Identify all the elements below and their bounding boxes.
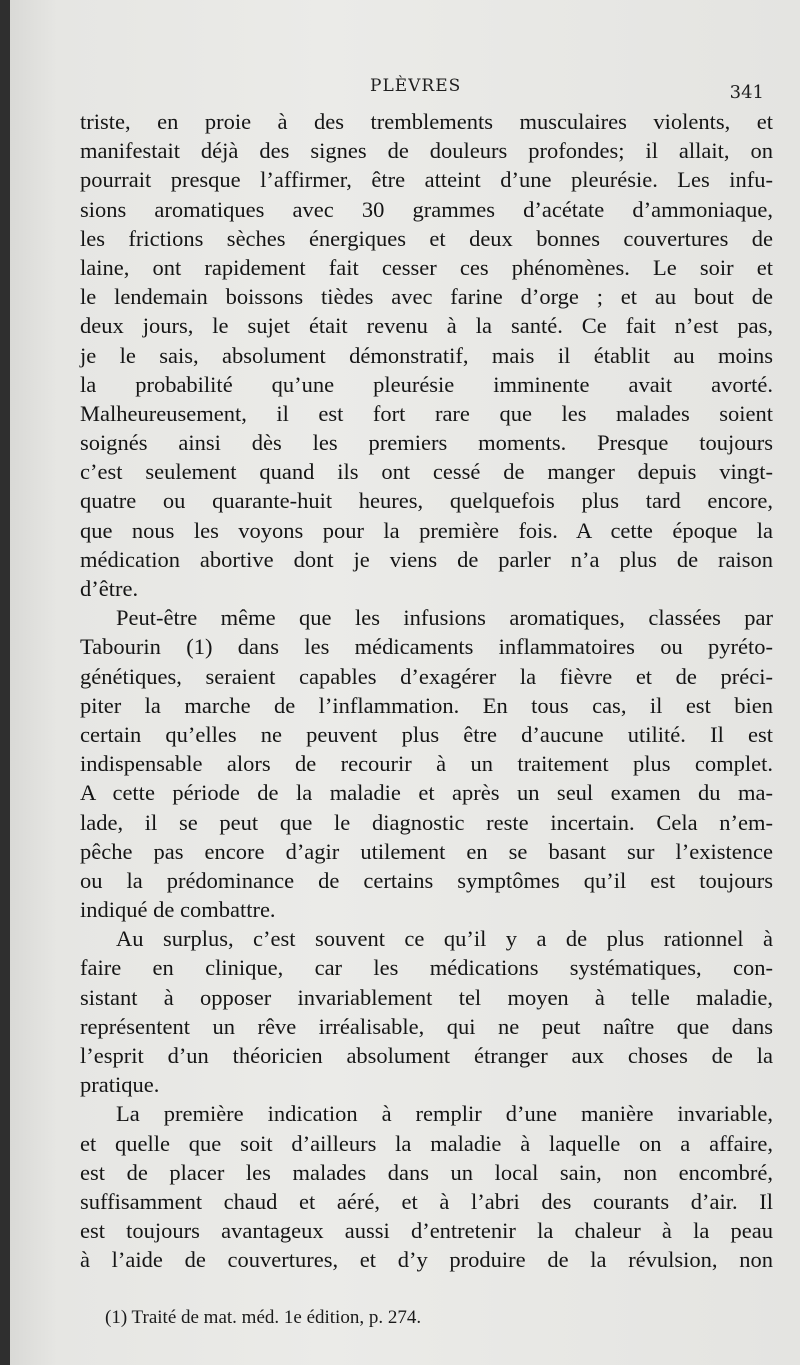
text-line: pêche pas encore d’agir utilement en se basant sur l’existence xyxy=(80,838,773,864)
text-line: et quelle que soit d’ailleurs la maladie à laquelle on a affaire, xyxy=(80,1130,773,1156)
text-line: triste, en proie à des tremblements musculaires violents, et xyxy=(80,109,773,134)
text-line: c’est seulement quand ils ont cessé de manger depuis vingt- xyxy=(80,459,773,485)
text-line: A cette période de la maladie et après un seul examen du ma- xyxy=(80,780,773,806)
text-line: médication abortive dont je viens de parler n’a plus de raison xyxy=(80,546,773,572)
text-line: deux jours, le sujet était revenu à la santé. Ce fait n’est pas, xyxy=(80,313,773,339)
text-line: manifestait déjà des signes de douleurs profondes; il allait, on xyxy=(80,138,773,164)
text-line: lade, il se peut que le diagnostic reste incertain. Cela n’em- xyxy=(80,809,773,835)
text-line: pourrait presque l’affirmer, être atteint d’une pleurésie. Les infu- xyxy=(80,167,773,193)
text-line: est de placer les malades dans un local sain, non encombré, xyxy=(80,1159,773,1185)
text-line: quatre ou quarante-huit heures, quelquefois plus tard encore, xyxy=(80,488,773,514)
text-line: Tabourin (1) dans les médicaments inflammatoires ou pyréto- xyxy=(80,634,773,660)
running-title: PLÈVRES xyxy=(370,76,462,96)
text-line: faire en clinique, car les médications systématiques, con- xyxy=(80,955,773,981)
footnote: (1) Traité de mat. méd. 1e édition, p. 274. xyxy=(105,1307,422,1328)
text-line: certain qu’elles ne peuvent plus être d’aucune utilité. Il est xyxy=(80,721,773,747)
text-line: le lendemain boissons tièdes avec farine d’orge ; et au bout de xyxy=(80,284,773,310)
text-line: suffisamment chaud et aéré, et à l’abri des courants d’air. Il xyxy=(80,1188,773,1214)
text-line: à l’aide de couvertures, et d’y produire de la révulsion, non xyxy=(80,1247,773,1273)
page-number: 341 xyxy=(729,82,764,103)
text-line: Malheureusement, il est fort rare que les malades soient xyxy=(80,400,773,426)
text-line: d’être. xyxy=(80,576,139,601)
text-line: sistant à opposer invariablement tel moyen à telle maladie, xyxy=(80,984,773,1010)
text-line: Peut-être même que les infusions aromatiques, classées par xyxy=(116,605,773,631)
text-line: piter la marche de l’inflammation. En tous cas, il est bien xyxy=(80,692,773,718)
text-line: je le sais, absolument démonstratif, mais il établit au moins xyxy=(80,342,773,368)
body-text xyxy=(80,107,773,1275)
text-line: soignés ainsi dès les premiers moments. Presque toujours xyxy=(80,430,773,456)
page-gutter xyxy=(0,0,10,1365)
text-line: est toujours avantageux aussi d’entretenir la chaleur à la peau xyxy=(80,1218,773,1244)
text-line: les frictions sèches énergiques et deux bonnes couvertures de xyxy=(80,225,773,251)
book-page xyxy=(10,0,800,1365)
text-line: La première indication à remplir d’une manière invariable, xyxy=(116,1101,773,1127)
text-line: que nous les voyons pour la première fois. A cette époque la xyxy=(80,517,773,543)
page-header xyxy=(10,76,800,104)
text-line: Au surplus, c’est souvent ce qu’il y a de plus rationnel à xyxy=(116,926,773,952)
text-line: l’esprit d’un théoricien absolument étranger aux choses de la xyxy=(80,1043,773,1068)
text-line: indispensable alors de recourir à un traitement plus complet. xyxy=(80,751,773,777)
text-line: ou la prédominance de certains symptômes qu’il est toujours xyxy=(80,867,773,893)
text-line: indiqué de combattre. xyxy=(80,897,276,923)
text-line: génétiques, seraient capables d’exagérer la fièvre et de préci- xyxy=(80,663,773,689)
text-line: sions aromatiques avec 30 grammes d’acétate d’ammoniaque, xyxy=(80,196,773,222)
text-line: pratique. xyxy=(80,1072,160,1098)
text-line: la probabilité qu’une pleurésie imminente avait avorté. xyxy=(80,371,773,397)
text-line: laine, ont rapidement fait cesser ces phénomènes. Le soir et xyxy=(80,254,773,280)
text-line: représentent un rêve irréalisable, qui ne peut naître que dans xyxy=(80,1013,773,1039)
